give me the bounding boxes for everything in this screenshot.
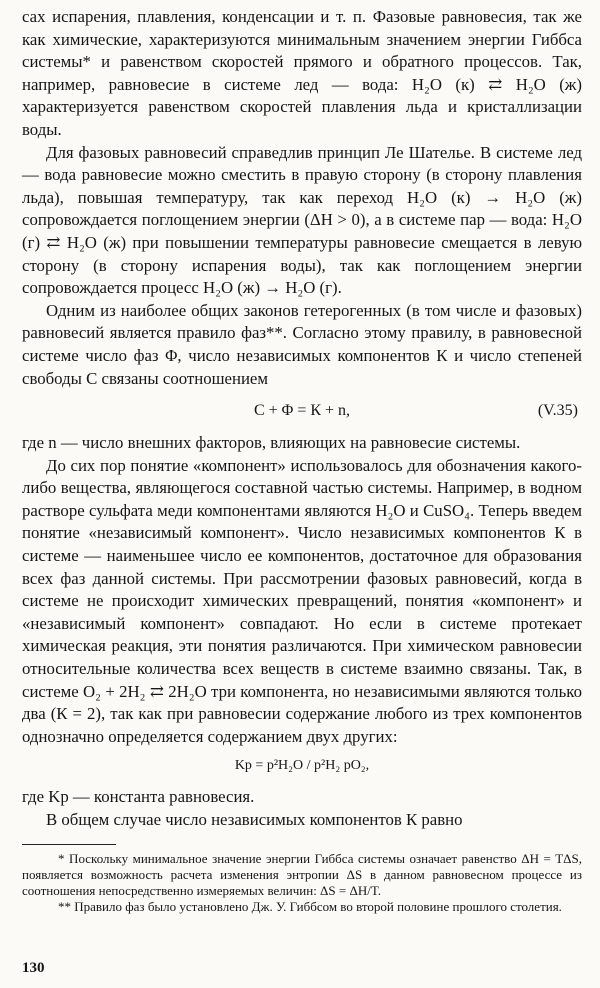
kp-formula	[22, 752, 582, 780]
paragraph-7: В общем случае число независимых компонентов К равно	[46, 810, 463, 829]
footnote-1: * Поскольку минимальное значение энергии Гиббса системы означает равенство ΔH = TΔS, появляется возможность расчета изменения энтропии ΔS в данном равновесном процессе из соотношения непосредственно измеряемых величин: ΔS = ΔH/T.	[22, 850, 582, 898]
footnote-2: ** Правило фаз было установлено Дж. У. Гиббсом во второй половине прошлого столетия.	[58, 899, 562, 915]
paragraph-5: До сих пор понятие «компонент» использовалось для обозначения какого-либо вещества, являющегося составной частью системы. Например, в водном растворе сульфата меди компонентами являются H₂O и CuSO₄. Теперь введем понятие «независимый компонент». Число независимых компонентов К в системе — наименьшее число ее компонентов, достаточное для образования всех фаз данной системы. При рассмотрении фазовых равновесий, когда в системе не происходит химических превращений, понятия «компонент» и «независимый компонент» совпадают. Но если в системе протекает химическая реакция, эти понятия различаются. При химическом равновесии относительные количества всех веществ в системе взаимно связаны. Так, в системе O₂ + 2H₂ ⇄ 2H₂O три компонента, но независимыми являются только два (К = 2), так как при равновесии содержание любого из трех компонентов однозначно определяется содержанием двух других:	[22, 455, 582, 746]
body-text	[22, 6, 582, 832]
paragraph-1: сах испарения, плавления, конденсации и т. п. Фазовые равновесия, так же как химические, характеризуются минимальным значением энергии Гиббса системы* и равенством скоростей прямого и обратного процессов. Так, например, равновесие в системе лед — вода: H₂O (к) ⇄ H₂O (ж) характеризуется равенством скоростей плавления льда и кристаллизации воды.	[22, 7, 582, 139]
paragraph-3: Одним из наиболее общих законов гетерогенных (в том числе и фазовых) равновесий является правило фаз**. Согласно этому правилу, в равновесной системе число фаз Φ, число независимых компонентов К и число степеней свободы С связаны соотношением	[22, 300, 582, 388]
paragraph-2: Для фазовых равновесий справедлив принцип Ле Шателье. В системе лед — вода равновесие можно сместить в правую сторону (в сторону плавления льда), повышая температуру, так как переход H₂O (к) → H₂O (ж) сопровождается поглощением энергии (ΔH > 0), а в системе пар — вода: H₂O (г) ⇄ H₂O (ж) при повышении температуры равновесие смещается в левую сторону (в сторону испарения воды), так как поглощением энергии сопровождается процесс H₂O (ж) → H₂O (г).	[22, 142, 582, 298]
phase-rule-expression: С + Φ = К + n,	[253, 402, 351, 420]
equation-number: (V.35)	[537, 402, 578, 420]
page-number: 130	[22, 960, 45, 976]
kp-expression: Kр = p²H₂O / p²H₂ pO₂,	[234, 758, 370, 774]
paragraph-6: где Kр — константа равновесия.	[22, 787, 255, 807]
paragraph-4: где n — число внешних факторов, влияющих на равновесие системы.	[22, 433, 521, 453]
footnotes	[22, 851, 582, 916]
phase-rule-formula	[22, 396, 582, 426]
footnote-divider	[22, 844, 116, 845]
